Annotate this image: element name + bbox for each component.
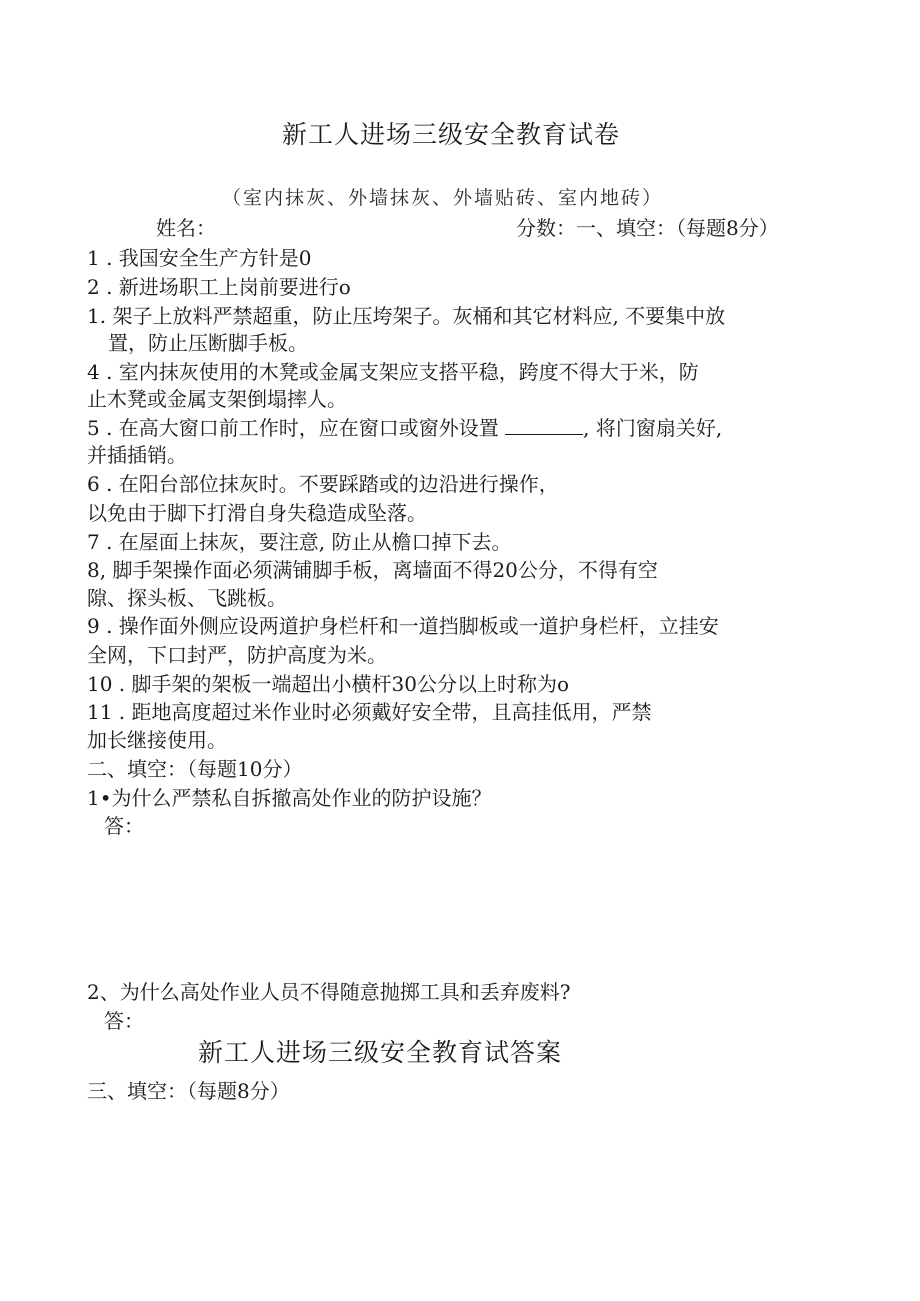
question-1-2: 2 . 新进场职工上岗前要进行o <box>87 275 351 299</box>
section-2-heading: 二、填空：（每题10分） <box>87 757 303 781</box>
question-1-3-line2: 置，防止压断脚手板。 <box>108 331 308 355</box>
question-1-1: 1 . 我国安全生产方针是0 <box>87 246 312 270</box>
question-1-10: 10 . 脚手架的架板一端超出小横杆30公分以上时称为o <box>87 672 570 696</box>
question-1-11-line1: 11 . 距地高度超过米作业时必须戴好安全带，且高挂低用，严禁 <box>87 700 652 724</box>
question-1-7: 7 . 在屋面上抹灰，要注意, 防止从檐口掉下去。 <box>87 530 512 554</box>
answer-label-2-1: 答： <box>104 814 144 838</box>
page-title: 新工人进场三级安全教育试卷 <box>282 120 621 149</box>
question-1-6-line2: 以免由于脚下打滑自身失稳造成坠落。 <box>87 501 427 525</box>
question-1-3-line1: 1. 架子上放料严禁超重，防止压垮架子。灰桶和其它材料应, 不要集中放 <box>87 304 726 328</box>
question-1-4-line2: 止木凳或金属支架倒塌摔人。 <box>87 387 347 411</box>
answer-label-2-2: 答： <box>104 1009 144 1033</box>
question-1-4-line1: 4 . 室内抹灰使用的木凳或金属支架应支搭平稳，跨度不得大于米，防 <box>87 360 699 384</box>
question-2-1: 1•为什么严禁私自拆撤高处作业的防护设施？ <box>87 786 492 810</box>
question-1-5-text-before: 5 . 在高大窗口前工作时，应在窗口或窗外设置 <box>87 416 499 440</box>
question-1-6-line1: 6 . 在阳台部位抹灰时。不要踩踏或的边沿进行操作， <box>87 472 559 496</box>
answer-blank <box>505 416 583 435</box>
question-1-11-line2: 加长继接使用。 <box>87 728 227 752</box>
question-1-8-line2: 隙、探头板、飞跳板。 <box>87 586 287 610</box>
question-1-9-line1: 9 . 操作面外侧应设两道护身栏杆和一道挡脚板或一道护身栏杆，立挂安 <box>87 614 719 638</box>
page-subtitle: （室内抹灰、外墙抹灰、外墙贴砖、室内地砖） <box>222 187 664 209</box>
question-2-2: 2、为什么高处作业人员不得随意抛掷工具和丢弃废料? <box>87 980 571 1004</box>
name-label: 姓名： <box>156 216 216 240</box>
question-1-8-line1: 8, 脚手架操作面必须满铺脚手板，离墙面不得20公分，不得有空 <box>87 558 658 582</box>
section-3-heading: 三、填空：（每题8分） <box>87 1079 290 1103</box>
question-1-9-line2: 全网，下口封严，防护高度为米。 <box>87 643 387 667</box>
question-1-5-text-after: , 将门窗扇关好, <box>583 416 723 440</box>
score-section-header: 分数：一、填空：（每题8分） <box>516 216 779 240</box>
answer-key-title: 新工人进场三级安全教育试答案 <box>198 1038 563 1067</box>
question-1-5-line2: 并插插销。 <box>87 443 187 467</box>
question-1-5-line1 <box>87 414 722 442</box>
